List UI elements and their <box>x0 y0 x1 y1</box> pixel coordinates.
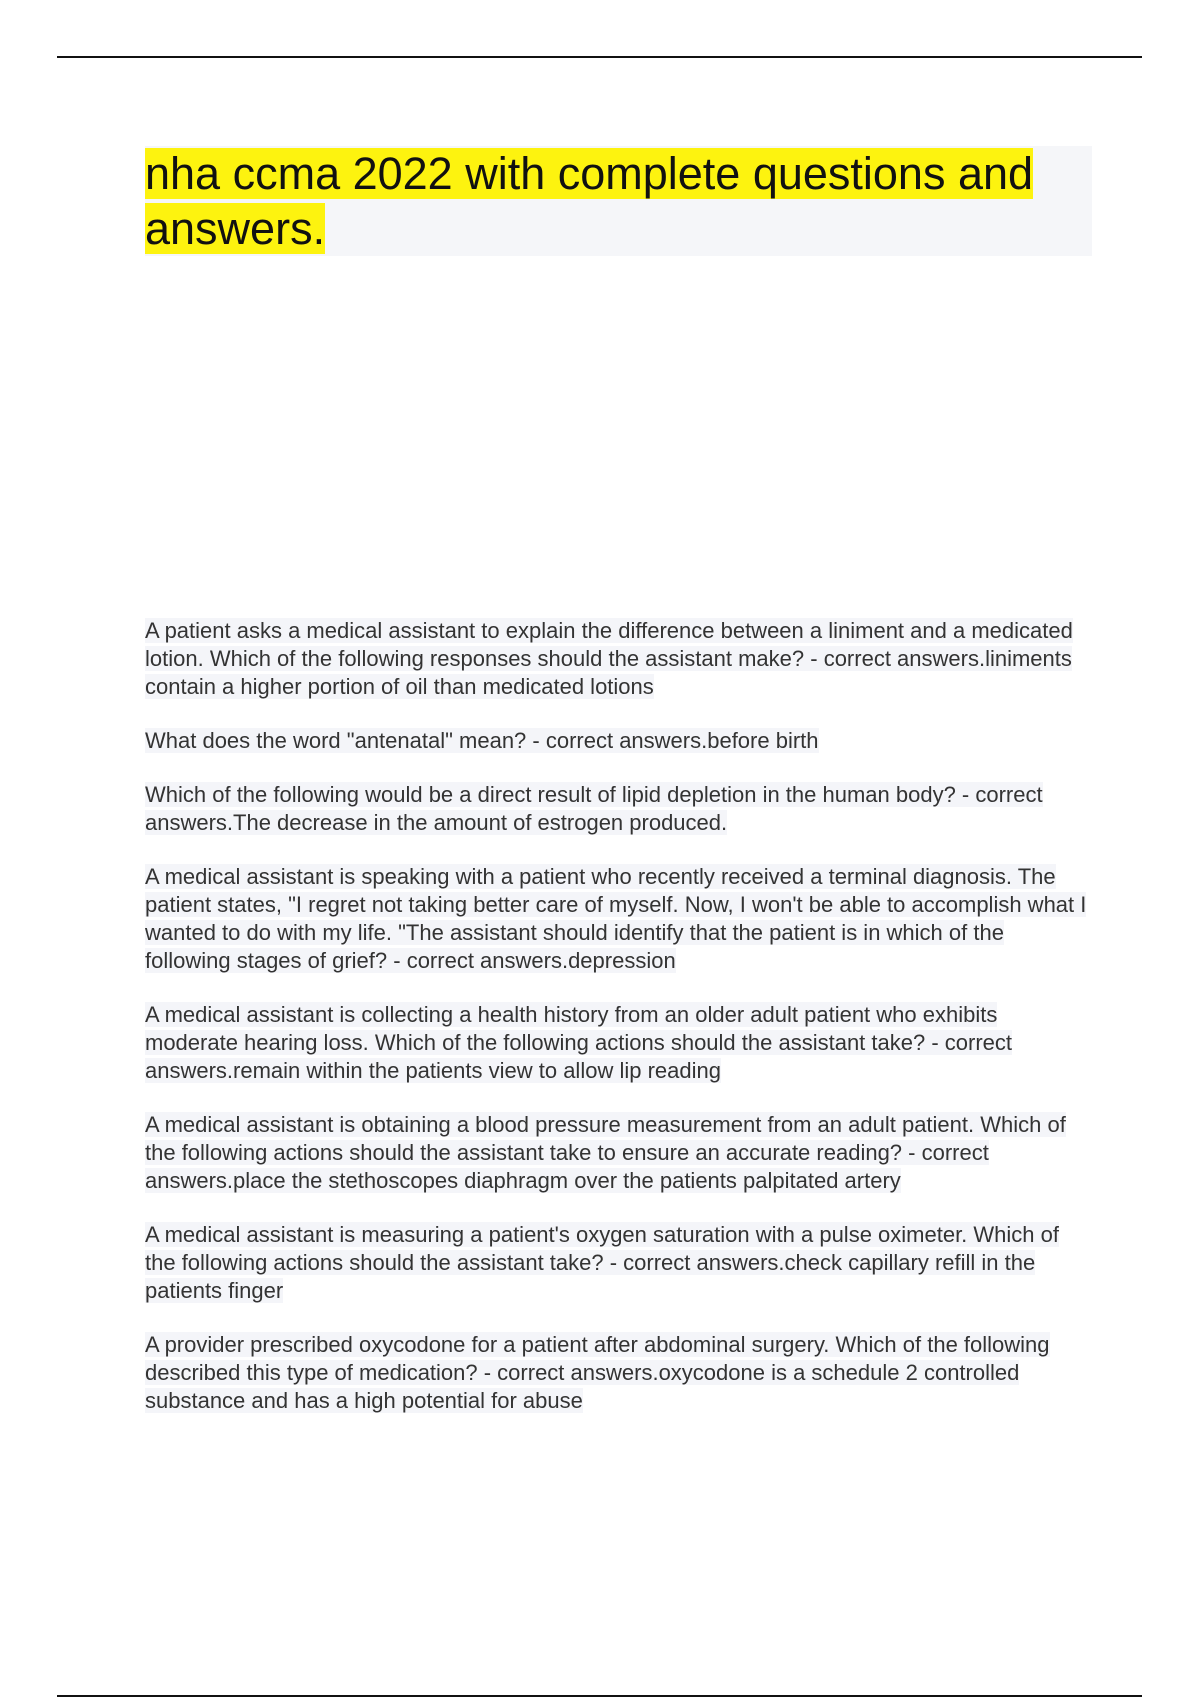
top-rule <box>57 56 1142 58</box>
bottom-rule <box>57 1695 1142 1697</box>
qa-item <box>145 781 1095 837</box>
qa-item <box>145 1001 1095 1085</box>
qa-item-text: A provider prescribed oxycodone for a patient after abdominal surgery. Which of the following described this type of medication? - correct answers.oxycodone is a schedule 2 controlled substance and has a high potential for abuse <box>145 1332 1050 1413</box>
qa-item-text: A medical assistant is measuring a patient's oxygen saturation with a pulse oximeter. Which of the following actions should the assistant take? - correct answers.check capillary refill in the patients finger <box>145 1222 1059 1303</box>
qa-list <box>145 617 1095 1441</box>
qa-item-text: A medical assistant is collecting a health history from an older adult patient who exhibits moderate hearing loss. Which of the following actions should the assistant take? - correct answers.remain within the patients view to allow lip reading <box>145 1002 1013 1083</box>
qa-item-text: A medical assistant is obtaining a blood pressure measurement from an adult patient. Which of the following actions should the assistant take to ensure an accurate reading? - correct answers.place the stethoscopes diaphragm over the patients palpitated artery <box>145 1112 1066 1193</box>
qa-item <box>145 727 1095 755</box>
qa-item <box>145 617 1095 701</box>
qa-item-text: Which of the following would be a direct result of lipid depletion in the human body? - correct answers.The decrease in the amount of estrogen produced. <box>145 782 1043 835</box>
document-title <box>145 146 1092 256</box>
qa-item-text: A medical assistant is speaking with a patient who recently received a terminal diagnosis. The patient states, "I regret not taking better care of myself. Now, I won't be able to accomplish what I wanted to do with my life. "The assistant should identify that the patient is in which of the following stages of grief? - correct answers.depression <box>145 864 1087 973</box>
title-block <box>145 146 1092 256</box>
document-title-text: nha ccma 2022 with complete questions and answers. <box>145 148 1034 254</box>
qa-item <box>145 1331 1095 1415</box>
qa-item <box>145 863 1095 975</box>
qa-item <box>145 1111 1095 1195</box>
qa-item <box>145 1221 1095 1305</box>
qa-item-text: A patient asks a medical assistant to explain the difference between a liniment and a medicated lotion. Which of the following responses should the assistant make? - correct answers.liniments contain a higher portion of oil than medicated lotions <box>145 618 1073 699</box>
qa-item-text: What does the word "antenatal" mean? - correct answers.before birth <box>145 728 819 753</box>
